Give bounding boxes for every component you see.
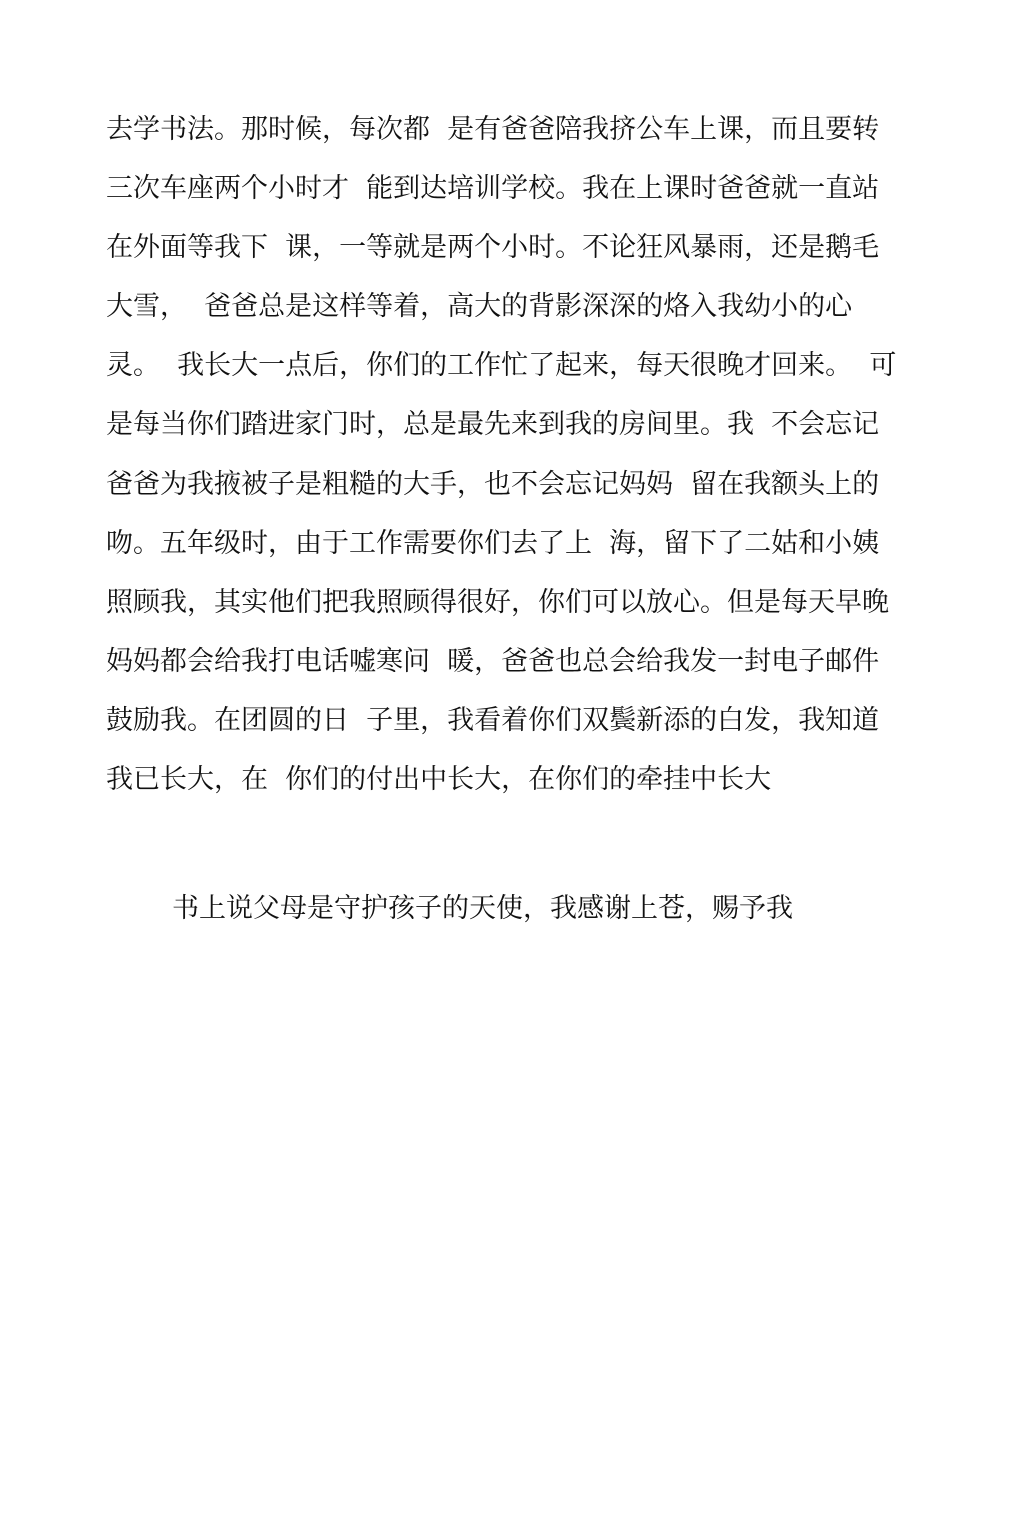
paragraph-1 bbox=[106, 109, 926, 818]
text-line: 灵。 我长大一点后，你们的工作忙了起来，每天很晚才回来。 可 bbox=[106, 350, 897, 382]
text-line: 大雪， 爸爸总是这样等着，高大的背影深深的烙入我幼小的心 bbox=[106, 291, 853, 323]
text-line: 三次车座两个小时才 能到达培训学校。我在上课时爸爸就一直站 bbox=[106, 173, 880, 205]
text-line: 在外面等我下 课，一等就是两个小时。不论狂风暴雨，还是鹅毛 bbox=[106, 232, 880, 264]
text-line: 妈妈都会给我打电话嘘寒问 暖，爸爸也总会给我发一封电子邮件 bbox=[106, 645, 880, 677]
text-line: 是每当你们踏进家门时，总是最先来到我的房间里。我 不会忘记 bbox=[106, 409, 880, 441]
text-line: 去学书法。那时候，每次都 是有爸爸陪我挤公车上课，而且要转 bbox=[106, 114, 880, 145]
text-line: 爸爸为我掖被子是粗糙的大手，也不会忘记妈妈 留在我额头上的 bbox=[106, 468, 880, 500]
text-line: 我已长大，在 你们的付出中长大，在你们的牵挂中长大 bbox=[106, 764, 772, 796]
text-line: 吻。五年级时，由于工作需要你们去了上 海，留下了二姑和小姨 bbox=[106, 527, 880, 559]
text-line: 照顾我，其实他们把我照顾得很好，你们可以放心。但是每天早晚 bbox=[106, 586, 889, 618]
text-line: 鼓励我。在团圆的日 子里，我看着你们双鬓新添的白发，我知道 bbox=[106, 704, 880, 736]
paragraph-2: 书上说父母是守护孩子的天使，我感谢上苍，赐予我 bbox=[172, 893, 793, 924]
